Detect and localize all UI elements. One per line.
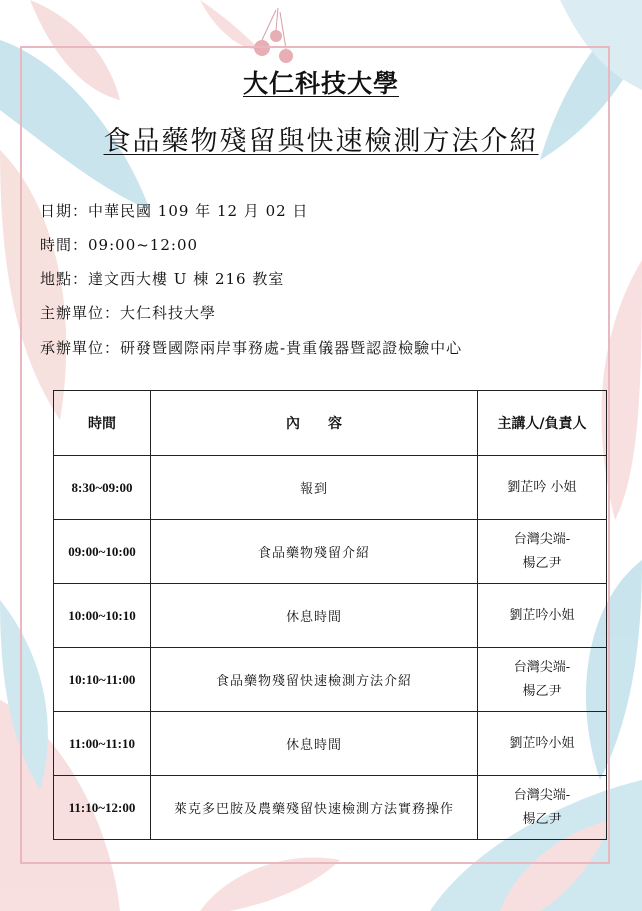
row-content: 報到	[151, 456, 478, 520]
row-content: 食品藥物殘留快速檢測方法介紹	[151, 648, 478, 712]
row-content: 休息時間	[151, 712, 478, 776]
table-row	[54, 648, 607, 712]
table-row	[54, 456, 607, 520]
header-speaker: 主講人/負責人	[478, 391, 607, 456]
row-time: 09:00~10:00	[54, 520, 151, 584]
row-speaker: 劉芷吟 小姐	[478, 456, 607, 520]
page-title: 大仁科技大學	[242, 69, 399, 98]
row-time: 11:00~11:10	[54, 712, 151, 776]
row-time: 10:00~10:10	[54, 584, 151, 648]
row-content: 食品藥物殘留介紹	[151, 520, 478, 584]
row-content: 休息時間	[151, 584, 478, 648]
table-row	[54, 712, 607, 776]
header-content: 內 容	[151, 391, 478, 456]
table-row	[54, 584, 607, 648]
row-speaker: 劉芷吟小姐	[478, 712, 607, 776]
table-row	[54, 776, 607, 840]
leaf-bottom-mid	[200, 857, 340, 911]
table-row	[54, 520, 607, 584]
row-speaker: 台灣尖端- 楊乙尹	[478, 648, 607, 712]
info-co-organizer: 承辦單位：研發暨國際兩岸事務處-貴重儀器暨認證檢驗中心	[40, 339, 463, 357]
leaf-top-mid	[200, 0, 260, 50]
schedule-table	[53, 390, 607, 840]
row-speaker: 台灣尖端- 楊乙尹	[478, 776, 607, 840]
row-speaker: 劉芷吟小姐	[478, 584, 607, 648]
info-organizer: 主辦單位：大仁科技大學	[40, 304, 217, 322]
row-time: 8:30~09:00	[54, 456, 151, 520]
row-speaker: 台灣尖端- 楊乙尹	[478, 520, 607, 584]
page-subtitle: 食品藥物殘留與快速檢測方法介紹	[103, 126, 539, 157]
row-content: 萊克多巴胺及農藥殘留快速檢測方法實務操作	[151, 776, 478, 840]
table-header-row	[54, 391, 607, 456]
info-location: 地點：達文西大樓 U 棟 216 教室	[40, 270, 285, 288]
info-date: 日期：中華民國 109 年 12 月 02 日	[40, 202, 309, 220]
row-time: 11:10~12:00	[54, 776, 151, 840]
info-time: 時間：09:00~12:00	[40, 236, 199, 254]
row-time: 10:10~11:00	[54, 648, 151, 712]
header-time: 時間	[54, 391, 151, 456]
